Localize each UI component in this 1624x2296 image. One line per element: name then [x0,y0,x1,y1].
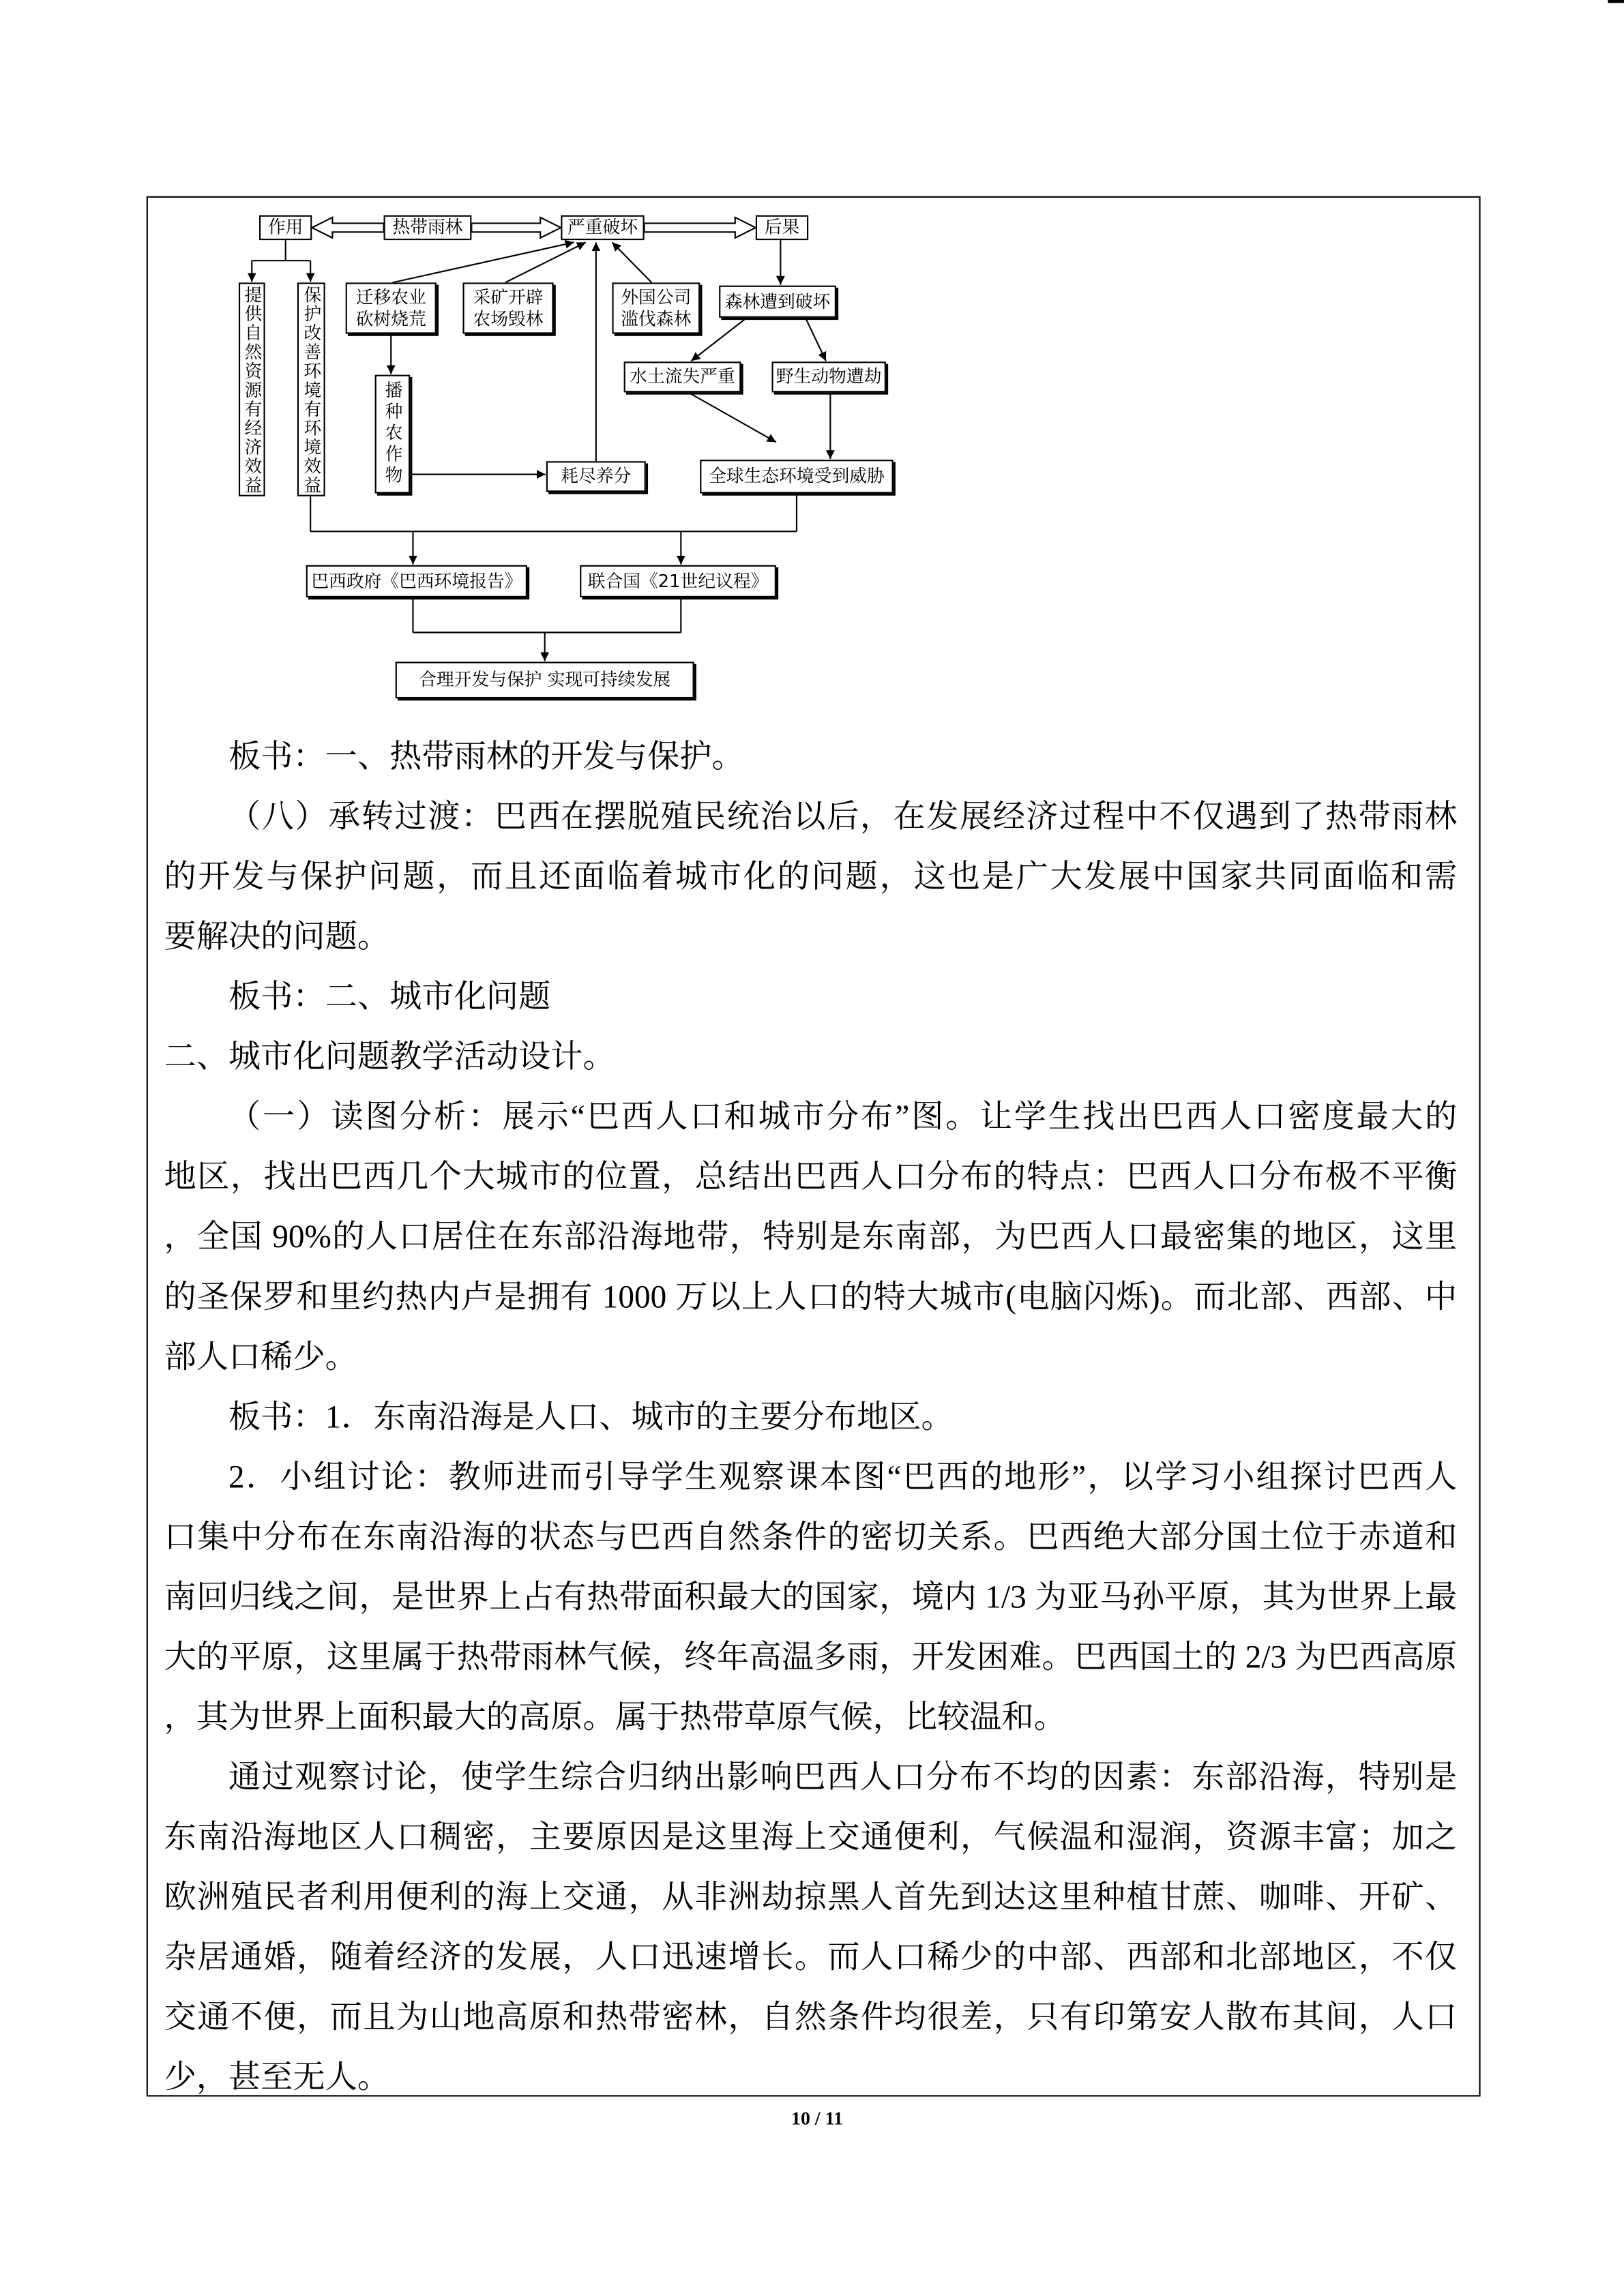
box-conclusion: 合理开发与保护 实现可持续发展 [396,661,694,698]
body-line: （八）承转过渡：巴西在摆脱殖民统治以后，在发展经济过程中不仅遇到了热带雨林 [228,798,1458,835]
box-cause-mining [462,282,553,333]
box-effect: 作用 [259,215,312,240]
cause-line-2: 砍树烧荒 [355,308,426,329]
box-severe-destruction: 严重破坏 [561,215,644,240]
box-cause-shifting-agriculture [346,282,437,333]
body-line: 板书：1．东南沿海是人口、城市的主要分布地区。 [228,1398,954,1435]
body-line: 部人口稀少。 [164,1338,357,1375]
body-line: ，其为世界上面积最大的高原。属于热带草原气候，比较温和。 [164,1698,1067,1735]
box-forest-destroyed: 森林遭到破坏 [719,286,836,318]
box-planting: 播种农作物 [375,375,411,494]
body-line: 的开发与保护问题，而且还面临着城市化的问题，这也是广大发展中国家共同面临和需 [164,858,1458,895]
box-brazil-report: 巴西政府《巴西环境报告》 [306,565,527,597]
cause-line-1: 采矿开辟 [473,286,544,307]
body-line: 交通不便，而且为山地高原和热带密林，自然条件均很差，只有印第安人散布其间，人口 [164,1998,1458,2036]
box-cause-foreign-logging [612,282,700,333]
body-line: 杂居通婚，随着经济的发展，人口迅速增长。而人口稀少的中部、西部和北部地区，不仅 [164,1938,1458,1976]
box-consequence: 后果 [756,215,808,240]
section-heading: 二、城市化问题教学活动设计。 [164,1038,615,1075]
box-un-agenda: 联合国《21世纪议程》 [580,565,776,597]
double-arrow-to-effect [312,218,383,238]
arrow-foreign-logging-to-destruction [612,242,651,282]
body-line: 板书：二、城市化问题 [228,978,551,1015]
cause-line-2: 农场毁林 [473,308,544,329]
arrow-forest-to-wildlife [806,318,826,361]
box-environment-benefit: 保护改善环境有环境效益 [297,282,325,496]
body-line: （一）读图分析：展示“巴西人口和城市分布”图。让学生找出巴西人口密度最大的 [228,1098,1458,1135]
body-line: 口集中分布在东南沿海的状态与巴西自然条件的密切关系。巴西绝大部分国土位于赤道和 [164,1518,1458,1555]
body-line: 东南沿海地区人口稠密，主要原因是这里海上交通便利，气候温和湿润，资源丰富；加之 [164,1818,1458,1855]
box-rainforest: 热带雨林 [384,215,472,240]
cause-line-2: 滥伐森林 [621,308,692,329]
body-text [164,726,1457,2107]
arrow-soil-erosion-to-global [688,392,776,442]
body-line: 欧洲殖民者利用便利的海上交通，从非洲劫掠黑人首先到达这里种植甘蔗、咖啡、开矿、 [164,1878,1458,1915]
double-arrow-to-destruction [471,218,561,238]
box-economic-benefit: 提供自然资源有经济效益 [239,282,265,496]
body-line: 少，甚至无人。 [164,2058,390,2096]
double-arrow-to-consequence [645,218,756,238]
body-line: 要解决的问题。 [164,918,390,955]
body-line: 大的平原，这里属于热带雨林气候，终年高温多雨，开发困难。巴西国土的 2/3 为巴西高原 [164,1638,1458,1675]
body-line: 板书：一、热带雨林的开发与保护。 [228,738,744,775]
body-line: 南回归线之间，是世界上占有热带面积最大的国家，境内 1/3 为亚马孙平原，其为世界上最 [164,1578,1458,1615]
body-line: 2．小组讨论：教师进而引导学生观察课本图“巴西的地形”，以学习小组探讨巴西人 [228,1458,1458,1495]
body-line: 地区，找出巴西几个大城市的位置，总结出巴西人口分布的特点：巴西人口分布极不平衡 [164,1158,1458,1195]
box-soil-erosion: 水土流失严重 [624,361,741,392]
cause-line-1: 迁移农业 [355,286,426,307]
page-number: 10 / 11 [791,2106,844,2129]
body-line: ，全国 90%的人口居住在东部沿海地带，特别是东南部，为巴西人口最密集的地区，这里 [164,1218,1458,1255]
box-nutrient-exhaustion: 耗尽养分 [546,461,646,492]
body-line: 的圣保罗和里约热内卢是拥有 1000 万以上人口的特大城市(电脑闪烁)。而北部、西部、中 [164,1278,1458,1315]
box-global-threat: 全球生态环境受到威胁 [700,460,893,493]
body-line: 通过观察讨论，使学生综合归纳出影响巴西人口分布不均的因素：东部沿海，特别是 [228,1758,1458,1795]
box-wildlife: 野生动物遭劫 [771,361,885,392]
cause-line-1: 外国公司 [621,286,692,307]
